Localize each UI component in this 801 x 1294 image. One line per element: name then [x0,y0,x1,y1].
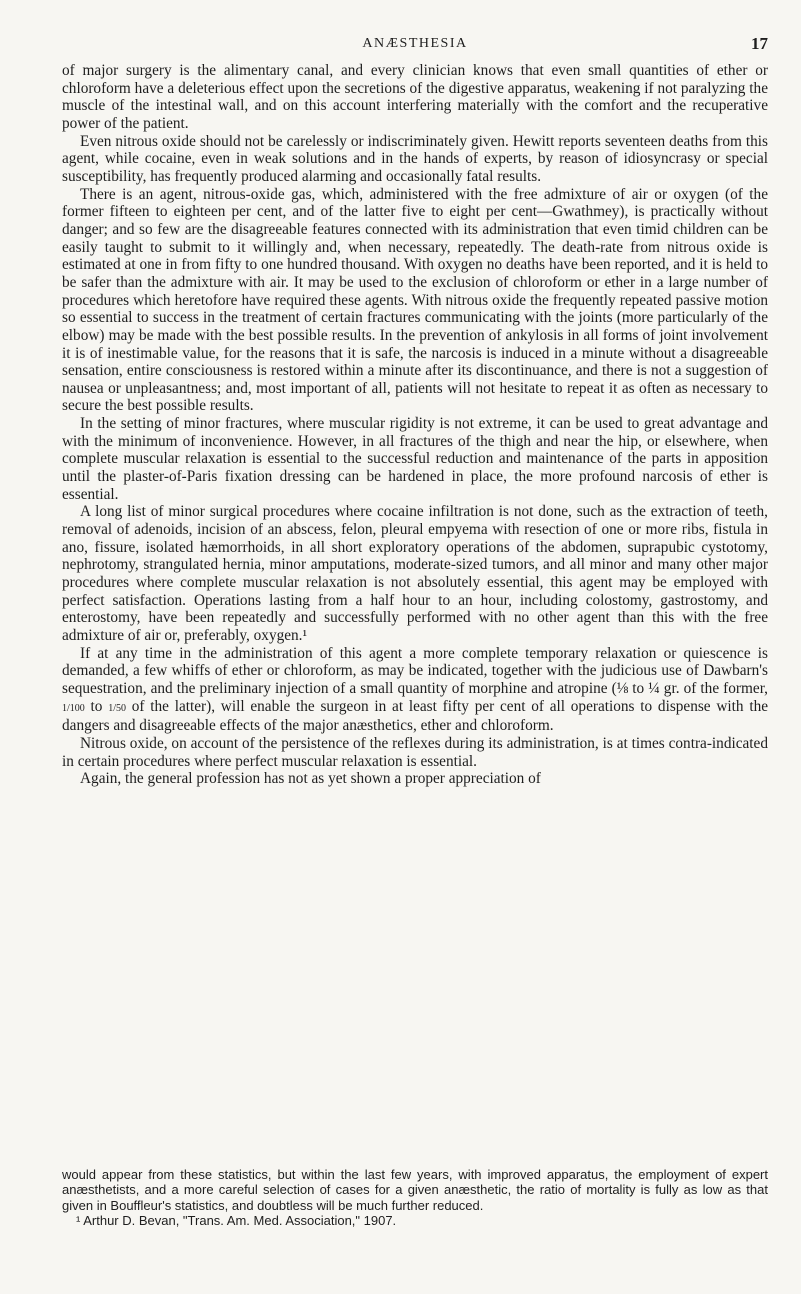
paragraph: There is an agent, nitrous-oxide gas, which, administered with the free admixture of air or oxygen (of the former fifteen to eighteen per cent, and of the latter five to eight per cent—Gwathmey), is practically without danger; and so few are the disagreeable features connected with its administration that even timid children can be easily taught to submit to it willingly and, when necessary, repeatedly. The death-rate from nitrous oxide is estimated at one in from fifty to one hundred thousand. With oxygen no deaths have been reported, and it is held to be safer than the admixture with air. It may be used to the exclusion of chloroform or ether in a large number of procedures which heretofore have required these agents. With nitrous oxide the frequently repeated passive motion so essential to success in the treatment of certain fractures communicating with the joints (more particularly of the elbow) may be made with the best possible results. In the prevention of ankylosis in all forms of joint involvement it is of inestimable value, for the reasons that it is safe, the narcosis is induced in a minute without a disagreeable sensation, entire consciousness is restored within a minute after its discontinuance, and there is not a suggestion of nausea or unpleasantness; and, most important of all, patients will not hesitate to repeat it as often as necessary to secure the best possible results. [62,185,768,415]
paragraph: Even nitrous oxide should not be carelessly or indiscriminately given. Hewitt reports seventeen deaths from this agent, while cocaine, even in weak solutions and in the hands of experts, by reason of idiosyncrasy or special susceptibility, has frequently produced alarming and occasionally fatal results. [62,132,768,185]
paragraph-text: If at any time in the administration of this agent a more complete temporary relaxation or quiescence is demanded, a few whiffs of ether or chloroform, as may be indicated, together with the judicious use of Dawbarn's sequestration, and the preliminary injection of a small quantity of morphine and atropine ( [62,644,768,697]
body-text [62,62,768,788]
paragraph: Again, the general profession has not as yet shown a proper appreciation of [80,770,541,788]
paragraph-text: of the latter), will enable the surgeon in at least fifty per cent of all operations to dispense with the dangers and disagreeable effects of the major anæsthetics, ether and chloroform. [62,697,769,735]
paragraph: Nitrous oxide, on account of the persistence of the reflexes during its administration, is at times contra-indicated in certain procedures where perfect muscular relaxation is essential. [62,734,768,770]
fraction: 1/50 [108,702,126,714]
running-head: ANÆSTHESIA [362,36,468,51]
paragraph: A long list of minor surgical procedures where cocaine infiltration is not done, such as the extraction of teeth, removal of adenoids, incision of an abscess, felon, pleural empyema with resection of one or more ribs, fistula in ano, fissure, isolated hæmorrhoids, in all short exploratory operations of the abdomen, suprapubic cystotomy, nephrotomy, strangulated hernia, minor amputations, moderate-sized tumors, and all minor and many other major procedures where complete muscular relaxation is not absolutely essential, this agent may be employed with perfect satisfaction. Operations lasting from a half hour to an hour, including colostomy, gastrostomy, and enterostomy, have been repeatedly and successfully performed with no other agent than this with the free admixture of air or, preferably, oxygen.¹ [62,503,768,644]
fraction: ⅛ [616,679,629,697]
footnote-1: ¹ Arthur D. Bevan, "Trans. Am. Med. Association," 1907. [76,1212,397,1228]
page-number: 17 [751,34,768,53]
page-header [62,34,768,58]
paragraph-text: to [84,697,109,715]
footnotes [62,1167,768,1228]
paragraph: of major surgery is the alimentary canal, and every clinician knows that even small quantities of ether or chloroform have a deleterious effect upon the secretions of the digestive apparatus, weakening if not paralyzing the muscle of the intestinal wall, and on this account interfering materially with the comfort and the recuperative power of the patient. [62,62,768,132]
paragraph-text: to [628,679,649,697]
paragraph-text: gr. of the former, [659,679,769,697]
fraction: ¼ [648,679,660,697]
fraction: 1/100 [62,702,85,714]
paragraph: In the setting of minor fractures, where muscular rigidity is not extreme, it can be used to great advantage and with the minimum of inconvenience. However, in all fractures of the thigh and near the hip, or elsewhere, when complete muscular relaxation is essential to the successful reduction and maintenance of the parts in apposition until the plaster-of-Paris fixation dressing can be hardened in place, the more profound narcosis of ether is essential. [62,415,768,503]
paragraph-dosage [62,645,768,735]
footnote-continued: would appear from these statistics, but within the last few years, with improved apparatus, the employment of expert anæsthetists, and a more careful selection of cases for a given anæsthetic, the ratio of mortality is fully as low as that given in Bouffleur's statistics, and doubtless will be much further reduced. [62,1167,768,1213]
